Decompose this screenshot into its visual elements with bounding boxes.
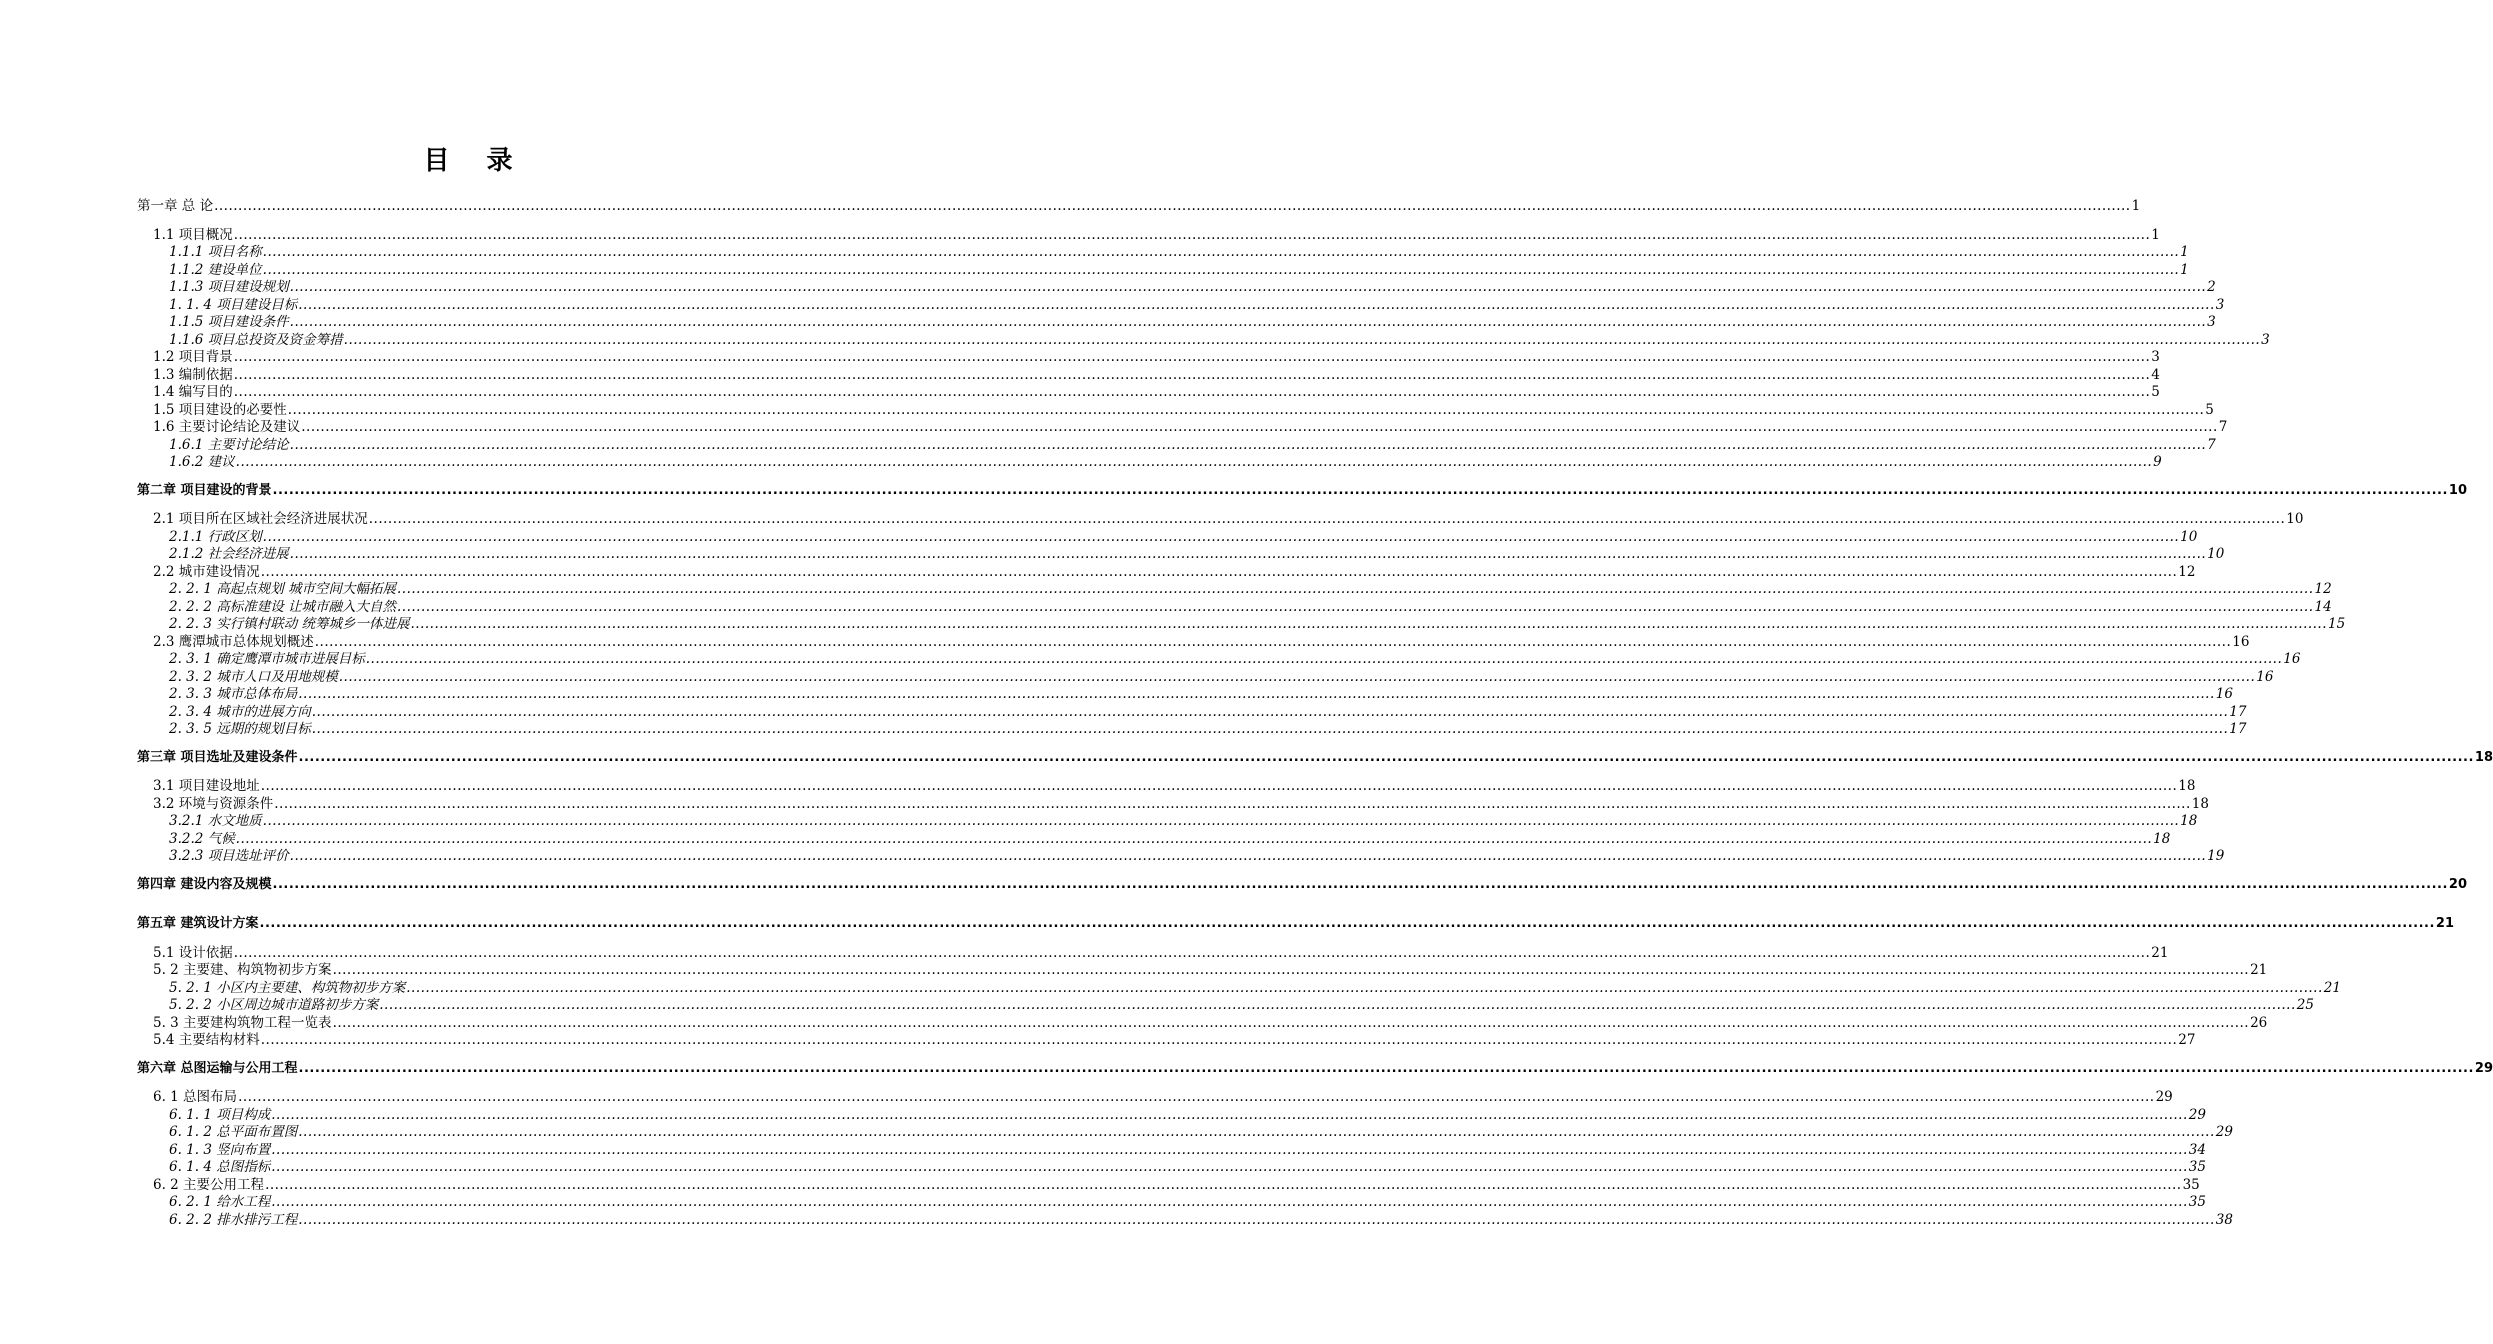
toc-entry-title: 3.2.2 气候 xyxy=(169,830,235,847)
toc-entry[interactable] xyxy=(169,436,2216,454)
toc-entry-title: 6. 1. 2 总平面布置图 xyxy=(169,1124,298,1140)
toc-entry-title: 1.5 项目建设的必要性 xyxy=(153,401,287,418)
toc-entry[interactable] xyxy=(153,366,2160,384)
dot-leader: ................................................................................................................................................................................................................................................................................................................................................................................................................ xyxy=(271,1159,2188,1175)
toc-entry[interactable] xyxy=(153,563,2196,581)
toc-entry-title: 2.2 城市建设情况 xyxy=(153,563,260,580)
dot-leader: ................................................................................................................................................................................................................................................................................................................................................................................................................ xyxy=(289,279,2207,295)
toc-page-number: 16 xyxy=(2283,651,2301,667)
toc-entry-title: 1.6 主要讨论结论及建议 xyxy=(153,419,301,435)
toc-entry-title: 5. 3 主要建构筑物工程一览表 xyxy=(153,1014,332,1031)
toc-page-number: 12 xyxy=(2314,581,2332,597)
toc-entry[interactable] xyxy=(169,528,2198,546)
toc-page-number: 7 xyxy=(2207,436,2216,453)
toc-page-number: 17 xyxy=(2229,703,2247,720)
toc-entry[interactable] xyxy=(169,615,2346,633)
dot-leader: ................................................................................................................................................................................................................................................................................................................................................................................................................ xyxy=(233,226,2151,243)
toc-entry-title: 第四章 建设内容及规模 xyxy=(137,876,272,892)
toc-entry-title: 1.1.5 项目建设条件 xyxy=(169,314,289,330)
dot-leader: ................................................................................................................................................................................................................................................................................................................................................................................................................ xyxy=(343,331,2261,348)
toc-chapter-entry[interactable] xyxy=(137,749,2493,767)
dot-leader: ................................................................................................................................................................................................................................................................................................................................................................................................................ xyxy=(298,749,2474,765)
toc-page-number: 21 xyxy=(2435,916,2455,931)
dot-leader: ................................................................................................................................................................................................................................................................................................................................................................................................................ xyxy=(272,482,2448,498)
dot-leader: ................................................................................................................................................................................................................................................................................................................................................................................................................ xyxy=(397,598,2314,615)
toc-entry[interactable] xyxy=(169,278,2216,296)
toc-page-number: 15 xyxy=(2328,616,2346,632)
toc-entry-title: 第二章 项目建设的背景 xyxy=(137,482,272,498)
toc-page-number: 18 xyxy=(2191,795,2209,812)
dot-leader: ................................................................................................................................................................................................................................................................................................................................................................................................................ xyxy=(301,419,2218,435)
toc-entry-title: 3.1 项目建设地址 xyxy=(153,778,260,794)
toc-entry-title: 6. 1 总图布局 xyxy=(153,1089,238,1105)
toc-entry-title: 第五章 建筑设计方案 xyxy=(137,916,259,931)
dot-leader: ................................................................................................................................................................................................................................................................................................................................................................................................................ xyxy=(289,314,2207,330)
dot-leader: ................................................................................................................................................................................................................................................................................................................................................................................................................ xyxy=(233,366,2151,383)
toc-entry-title: 2. 2. 2 高标准建设 让城市融入大自然 xyxy=(169,598,397,615)
toc-entry[interactable] xyxy=(169,996,2314,1014)
toc-entry-title: 1. 1. 4 项目建设目标 xyxy=(169,296,298,313)
toc-page-number: 21 xyxy=(2151,944,2169,961)
dot-leader: ................................................................................................................................................................................................................................................................................................................................................................................................................ xyxy=(262,244,2180,260)
toc-page-number: 18 xyxy=(2178,778,2196,794)
toc-entry-title: 2. 2. 1 高起点规划 城市空间大幅拓展 xyxy=(169,581,397,597)
toc-entry[interactable] xyxy=(169,668,2274,686)
toc-entry[interactable] xyxy=(153,795,2209,813)
toc-entry[interactable] xyxy=(153,383,2160,401)
toc-page-number: 7 xyxy=(2218,419,2228,435)
dot-leader: ................................................................................................................................................................................................................................................................................................................................................................................................................ xyxy=(289,848,2207,864)
toc-entry[interactable] xyxy=(153,401,2214,419)
toc-entry-title: 2. 3. 4 城市的进展方向 xyxy=(169,703,311,720)
dot-leader: ................................................................................................................................................................................................................................................................................................................................................................................................................ xyxy=(260,563,2178,580)
dot-leader: ................................................................................................................................................................................................................................................................................................................................................................................................................ xyxy=(271,1141,2188,1158)
toc-entry-title: 6. 1. 1 项目构成 xyxy=(169,1106,271,1123)
toc-entry[interactable] xyxy=(169,331,2270,349)
toc-page-number: 10 xyxy=(2448,482,2468,498)
toc-chapter-entry[interactable] xyxy=(137,876,2468,894)
toc-entry[interactable] xyxy=(169,580,2332,598)
toc-page-number: 3 xyxy=(2151,349,2160,365)
dot-leader: ................................................................................................................................................................................................................................................................................................................................................................................................................ xyxy=(260,1032,2178,1048)
toc-entry[interactable] xyxy=(169,720,2247,738)
dot-leader: ................................................................................................................................................................................................................................................................................................................................................................................................................ xyxy=(410,616,2328,632)
toc-page-number: 29 xyxy=(2215,1124,2233,1140)
toc-entry-title: 2. 3. 5 远期的规划目标 xyxy=(169,721,311,737)
toc-page-number: 18 xyxy=(2153,830,2171,847)
dot-leader: ................................................................................................................................................................................................................................................................................................................................................................................................................ xyxy=(332,962,2250,978)
toc-entry[interactable] xyxy=(153,226,2160,244)
dot-leader: ................................................................................................................................................................................................................................................................................................................................................................................................................ xyxy=(397,581,2314,597)
dot-leader: ................................................................................................................................................................................................................................................................................................................................................................................................................ xyxy=(259,916,2435,931)
toc-entry[interactable] xyxy=(153,944,2169,962)
toc-entry[interactable] xyxy=(169,296,2225,314)
toc-page-number: 26 xyxy=(2250,1014,2268,1031)
dot-leader: ................................................................................................................................................................................................................................................................................................................................................................................................................ xyxy=(235,830,2153,847)
toc-page-number: 27 xyxy=(2178,1032,2196,1048)
dot-leader: ................................................................................................................................................................................................................................................................................................................................................................................................................ xyxy=(271,1194,2188,1210)
dot-leader: ................................................................................................................................................................................................................................................................................................................................................................................................................ xyxy=(262,813,2180,829)
toc-entry-title: 1.2 项目背景 xyxy=(153,349,233,365)
toc-page-number: 21 xyxy=(2323,979,2341,996)
toc-entry-title: 6. 1. 4 总图指标 xyxy=(169,1159,271,1175)
toc-entry[interactable] xyxy=(169,313,2216,331)
toc-entry-title: 2. 2. 3 实行镇村联动 统筹城乡一体进展 xyxy=(169,616,410,632)
toc-entry[interactable] xyxy=(153,1176,2200,1194)
toc-page-number: 3 xyxy=(2261,331,2270,348)
toc-entry[interactable] xyxy=(153,1014,2268,1032)
toc-entry[interactable] xyxy=(169,598,2332,616)
toc-chapter-entry[interactable] xyxy=(137,1060,2493,1078)
toc-entry[interactable] xyxy=(169,1211,2233,1229)
dot-leader: ................................................................................................................................................................................................................................................................................................................................................................................................................ xyxy=(332,1014,2250,1031)
page-title: 目 录 xyxy=(423,146,527,176)
toc-page-number: 21 xyxy=(2250,962,2268,978)
toc-entry-title: 第三章 项目选址及建设条件 xyxy=(137,749,298,765)
toc-entry-title: 2.3 鹰潭城市总体规划概述 xyxy=(153,633,314,650)
toc-page-number: 38 xyxy=(2215,1211,2233,1228)
dot-leader: ................................................................................................................................................................................................................................................................................................................................................................................................................ xyxy=(298,296,2215,313)
toc-entry-title: 2.1.2 社会经济进展 xyxy=(169,546,289,562)
dot-leader: ................................................................................................................................................................................................................................................................................................................................................................................................................ xyxy=(311,721,2229,737)
toc-entry[interactable] xyxy=(153,1088,2173,1106)
toc-entry-title: 2. 3. 3 城市总体布局 xyxy=(169,686,298,702)
toc-page-number: 10 xyxy=(2207,546,2225,562)
toc-page-number: 29 xyxy=(2188,1106,2206,1123)
toc-entry-title: 5.1 设计依据 xyxy=(153,944,233,961)
dot-leader: ................................................................................................................................................................................................................................................................................................................................................................................................................ xyxy=(298,1060,2474,1076)
toc-page-number: 29 xyxy=(2474,1060,2493,1076)
toc-entry-title: 1.6.1 主要讨论结论 xyxy=(169,436,289,453)
toc-entry[interactable] xyxy=(169,703,2247,721)
toc-entry[interactable] xyxy=(169,685,2233,703)
dot-leader: ................................................................................................................................................................................................................................................................................................................................................................................................................ xyxy=(368,511,2286,527)
toc-page-number: 3 xyxy=(2215,296,2225,313)
dot-leader: ................................................................................................................................................................................................................................................................................................................................................................................................................ xyxy=(265,1176,2182,1193)
dot-leader: ................................................................................................................................................................................................................................................................................................................................................................................................................ xyxy=(289,546,2207,562)
toc-entry[interactable] xyxy=(169,243,2189,261)
dot-leader: ................................................................................................................................................................................................................................................................................................................................................................................................................ xyxy=(314,633,2232,650)
toc-entry-title: 3.2.1 水文地质 xyxy=(169,813,262,829)
dot-leader: ................................................................................................................................................................................................................................................................................................................................................................................................................ xyxy=(274,795,2191,812)
toc-page-number: 10 xyxy=(2180,528,2198,545)
toc-entry-title: 5. 2. 1 小区内主要建、构筑物初步方案 xyxy=(169,979,406,996)
toc-entry[interactable] xyxy=(169,1193,2206,1211)
toc-page-number: 35 xyxy=(2188,1159,2206,1175)
dot-leader: ................................................................................................................................................................................................................................................................................................................................................................................................................ xyxy=(262,261,2180,278)
toc-entry-title: 1.1.3 项目建设规划 xyxy=(169,279,289,295)
dot-leader: ................................................................................................................................................................................................................................................................................................................................................................................................................ xyxy=(338,668,2256,685)
toc-entry-title: 6. 2 主要公用工程 xyxy=(153,1176,265,1193)
dot-leader: ................................................................................................................................................................................................................................................................................................................................................................................................................ xyxy=(406,979,2323,996)
dot-leader: ................................................................................................................................................................................................................................................................................................................................................................................................................ xyxy=(262,528,2180,545)
toc-page-number: 19 xyxy=(2207,848,2225,864)
toc-page-number: 1 xyxy=(2151,226,2160,243)
dot-leader: ................................................................................................................................................................................................................................................................................................................................................................................................................ xyxy=(260,778,2178,794)
dot-leader: ................................................................................................................................................................................................................................................................................................................................................................................................................ xyxy=(233,944,2151,961)
toc-page-number: 17 xyxy=(2229,721,2247,737)
toc-entry-title: 第一章 总 论 xyxy=(137,198,214,214)
toc-entry-title: 6. 2. 1 给水工程 xyxy=(169,1194,271,1210)
toc-page-number: 34 xyxy=(2188,1141,2206,1158)
toc-entry-title: 5.4 主要结构材料 xyxy=(153,1032,260,1048)
toc-page-number: 35 xyxy=(2188,1194,2206,1210)
toc-entry[interactable] xyxy=(169,830,2171,848)
toc-page-number: 16 xyxy=(2232,633,2250,650)
toc-entry-title: 3.2.3 项目选址评价 xyxy=(169,848,289,864)
dot-leader: ................................................................................................................................................................................................................................................................................................................................................................................................................ xyxy=(287,401,2205,418)
toc-entry-title: 1.1.1 项目名称 xyxy=(169,244,262,260)
dot-leader: ................................................................................................................................................................................................................................................................................................................................................................................................................ xyxy=(233,384,2151,400)
dot-leader: ................................................................................................................................................................................................................................................................................................................................................................................................................ xyxy=(298,1124,2215,1140)
toc-page-number: 1 xyxy=(2131,198,2141,214)
toc-entry[interactable] xyxy=(169,1141,2206,1159)
toc-entry[interactable] xyxy=(169,545,2225,563)
toc-entry-title: 6. 1. 3 竖向布置 xyxy=(169,1141,271,1158)
toc-entry-title: 1.1.2 建设单位 xyxy=(169,261,262,278)
dot-leader: ................................................................................................................................................................................................................................................................................................................................................................................................................ xyxy=(272,876,2448,892)
toc-entry-title: 2. 3. 2 城市人口及用地规模 xyxy=(169,668,338,685)
toc-entry[interactable] xyxy=(153,633,2250,651)
toc-entry-title: 1.3 编制依据 xyxy=(153,366,233,383)
toc-page-number: 20 xyxy=(2448,876,2468,892)
dot-leader: ................................................................................................................................................................................................................................................................................................................................................................................................................ xyxy=(238,1089,2155,1105)
toc-page-number: 16 xyxy=(2215,686,2233,702)
toc-page-number: 25 xyxy=(2296,997,2314,1013)
toc-entry[interactable] xyxy=(153,510,2304,528)
toc-entry-title: 2.1 项目所在区域社会经济进展状况 xyxy=(153,511,368,527)
dot-leader: ................................................................................................................................................................................................................................................................................................................................................................................................................ xyxy=(298,1211,2215,1228)
toc-page-number: 12 xyxy=(2178,563,2196,580)
toc-entry-title: 3.2 环境与资源条件 xyxy=(153,795,274,812)
toc-page-number: 16 xyxy=(2256,668,2274,685)
toc-page-number: 18 xyxy=(2180,813,2198,829)
dot-leader: ................................................................................................................................................................................................................................................................................................................................................................................................................ xyxy=(365,651,2283,667)
toc-page-number: 1 xyxy=(2180,261,2189,278)
toc-entry-title: 1.1.6 项目总投资及资金筹措 xyxy=(169,331,343,348)
toc-entry[interactable] xyxy=(153,348,2160,366)
toc-chapter-entry[interactable] xyxy=(137,482,2468,500)
toc-page-number: 29 xyxy=(2155,1089,2173,1105)
toc-page-number: 5 xyxy=(2151,384,2160,400)
toc-page-number: 14 xyxy=(2314,598,2332,615)
toc-chapter-entry[interactable] xyxy=(137,197,2141,215)
toc-page-number: 1 xyxy=(2180,244,2189,260)
toc-entry[interactable] xyxy=(153,777,2196,795)
toc-entry-title: 2.1.1 行政区划 xyxy=(169,528,262,545)
toc-page-number: 5 xyxy=(2205,401,2214,418)
toc-page-number: 9 xyxy=(2153,454,2162,470)
toc-entry[interactable] xyxy=(169,1123,2233,1141)
toc-page-number: 4 xyxy=(2151,366,2160,383)
toc-page-number: 35 xyxy=(2182,1176,2200,1193)
dot-leader: ................................................................................................................................................................................................................................................................................................................................................................................................................ xyxy=(298,686,2215,702)
toc-entry[interactable] xyxy=(153,1031,2196,1049)
toc-entry[interactable] xyxy=(169,847,2225,865)
toc-entry[interactable] xyxy=(169,1106,2206,1124)
toc-entry-title: 2. 3. 1 确定鹰潭市城市进展目标 xyxy=(169,651,365,667)
toc-chapter-entry[interactable] xyxy=(137,915,2455,933)
dot-leader: ................................................................................................................................................................................................................................................................................................................................................................................................................ xyxy=(235,454,2153,470)
toc-entry-title: 5. 2 主要建、构筑物初步方案 xyxy=(153,962,332,978)
toc-entry[interactable] xyxy=(153,961,2268,979)
toc-page-number: 18 xyxy=(2474,749,2493,765)
dot-leader: ................................................................................................................................................................................................................................................................................................................................................................................................................ xyxy=(271,1106,2188,1123)
dot-leader: ................................................................................................................................................................................................................................................................................................................................................................................................................ xyxy=(311,703,2229,720)
toc-page-number: 3 xyxy=(2207,314,2216,330)
toc-entry[interactable] xyxy=(169,812,2198,830)
toc-entry-title: 1.6.2 建议 xyxy=(169,454,235,470)
dot-leader: ................................................................................................................................................................................................................................................................................................................................................................................................................ xyxy=(379,997,2296,1013)
toc-entry-title: 第六章 总图运输与公用工程 xyxy=(137,1060,298,1076)
dot-leader: ................................................................................................................................................................................................................................................................................................................................................................................................................ xyxy=(289,436,2207,453)
toc-entry-title: 1.1 项目概况 xyxy=(153,226,233,243)
toc-page-number: 2 xyxy=(2207,279,2216,295)
toc-entry[interactable] xyxy=(169,979,2341,997)
toc-entry-title: 1.4 编写目的 xyxy=(153,384,233,400)
toc-page-number: 10 xyxy=(2286,511,2304,527)
toc-entry[interactable] xyxy=(169,650,2301,668)
toc-entry[interactable] xyxy=(153,418,2228,436)
toc-entry[interactable] xyxy=(169,261,2189,279)
toc-entry[interactable] xyxy=(169,453,2162,471)
dot-leader: ................................................................................................................................................................................................................................................................................................................................................................................................................ xyxy=(233,349,2151,365)
toc-entry[interactable] xyxy=(169,1158,2206,1176)
dot-leader: ................................................................................................................................................................................................................................................................................................................................................................................................................ xyxy=(214,198,2131,214)
toc-entry-title: 5. 2. 2 小区周边城市道路初步方案 xyxy=(169,997,379,1013)
toc-entry-title: 6. 2. 2 排水排污工程 xyxy=(169,1211,298,1228)
